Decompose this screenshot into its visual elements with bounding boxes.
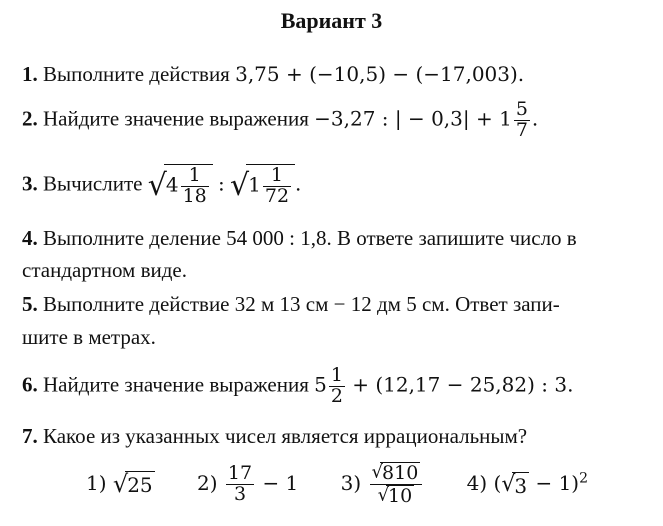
option-4: 4) $(√3 - 1)^2$ [466,470,589,498]
task-number: 5. [22,292,38,316]
fraction: $\frac{1}{2}$ [330,364,343,407]
task-text: Какое из указанных чисел является иррациональным? [43,424,528,448]
task-number: 3. [22,171,38,196]
sqrt-a: √4 $\frac{1}{18}$ [148,164,213,207]
task-number: 7. [22,424,38,448]
task-expression: 3,75 + (−10,5) − (−17,003). [235,62,525,86]
task-expression: + (12,17 − 25,82) : 3. [352,372,574,397]
sqrt-b: √1 $\frac{1}{72}$ [230,164,295,207]
task-6: 6. Найдите значение выражения 5 $\frac{1}{2}$ + (12,17 − 25,82) : 3. [22,364,574,407]
task-number: 6. [22,372,38,397]
task-3: 3. Вычислите √4 $\frac{1}{18}$ : √1 $\frac{1}{72}$ . [22,164,302,207]
task-4-cont: стандартном виде. [22,258,188,282]
task-2: 2. Найдите значение выражения −3,27 : | − 0,3| + 1 $\frac{5}{7}$ . [22,98,539,141]
task-text: Вычислите [43,171,143,196]
task-5-cont: шите в метрах. [22,325,156,349]
task-number: 4. [22,226,38,250]
task-7 [22,424,527,449]
task-text: Выполните деление 54 000 : 1,8. В ответе запишите число в [43,226,577,250]
task-text: Выполните действия [43,62,230,86]
answer-options [86,462,588,507]
task-text: Выполните действие 32 м 13 см − 12 дм 5 см. Ответ запи- [43,292,560,316]
option-3: 3) $\frac{√810}{√10}$ [341,471,431,495]
option-1: 1) √25 [86,470,153,499]
task-expression: −3,27 : | − 0,3| + 1 [314,106,512,131]
option-2: 2) $\frac{17}{3}$ − 1 [197,462,299,505]
task-1 [22,62,524,87]
task-number: 1. [22,62,38,86]
task-number: 2. [22,106,38,131]
task-text: Найдите значение выражения [43,106,309,131]
task-text: Найдите значение выражения [43,372,309,397]
task-4 [22,226,577,251]
fraction: $\frac{5}{7}$ [515,98,528,141]
task-5 [22,292,560,317]
variant-title: Вариант 3 [280,8,383,33]
